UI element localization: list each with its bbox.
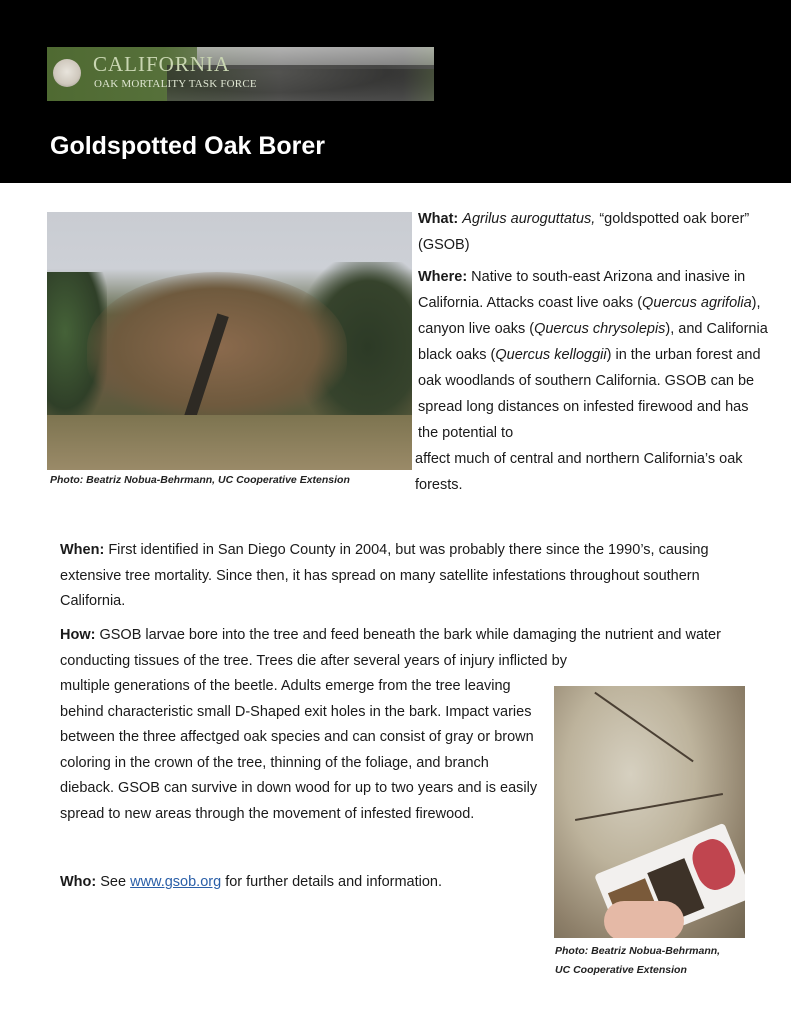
where-paragraph bbox=[415, 264, 768, 498]
who-post: for further details and information. bbox=[221, 874, 443, 890]
how-label: How: bbox=[60, 627, 96, 643]
what-paragraph bbox=[418, 206, 768, 258]
what-label: What: bbox=[418, 211, 459, 227]
where-label: Where: bbox=[418, 269, 468, 285]
photo2-caption-line1: Photo: Beatriz Nobua-Behrmann, bbox=[555, 945, 721, 957]
how-text-2: multiple generations of the beetle. Adults emerge from the tree leaving behind characteristic small D-Shaped exit holes in the bark. Impact varies between the three affectged oak species and can consist of gray or brown coloring in the crown of the tree, thinning of the foliage, and branch dieback. GSOB can survive in down wood for up to two years and is easily spread to new areas through the movement of infested firewood. bbox=[60, 678, 538, 822]
photo2-caption bbox=[555, 942, 720, 980]
who-label: Who: bbox=[60, 874, 97, 890]
species-kelloggii: Quercus kelloggii bbox=[495, 347, 607, 363]
photo2-caption-line2: UC Cooperative Extension bbox=[555, 964, 687, 976]
header bbox=[0, 0, 791, 183]
oak-seal-icon bbox=[53, 59, 81, 87]
page-title: Goldspotted Oak Borer bbox=[50, 132, 326, 160]
where-text-3: ), and California black oaks ( bbox=[418, 321, 768, 363]
how-text-1: GSOB larvae bore into the tree and feed beneath the bark while damaging the nutrient and water conducting tissues of the tree. Trees die after several years of injury inflicted by bbox=[60, 627, 721, 669]
when-text: First identified in San Diego County in 2004, but was probably there since the 1990’s, causing extensive tree mortality. Since then, it has spread on many satellite infestations throughout southern California. bbox=[60, 542, 709, 609]
who-paragraph bbox=[60, 870, 560, 896]
what-where-column bbox=[415, 206, 768, 504]
where-text-2: ), canyon live oaks ( bbox=[418, 295, 761, 337]
banner-line2: OAK MORTALITY TASK FORCE bbox=[94, 78, 257, 90]
when-paragraph bbox=[60, 538, 760, 615]
bark-crack bbox=[575, 793, 723, 821]
what-text: “goldspotted oak borer” (GSOB) bbox=[418, 211, 750, 253]
species-chrysolepis: Quercus chrysolepis bbox=[534, 321, 666, 337]
species-agrifolia: Quercus agrifolia bbox=[642, 295, 752, 311]
where-text-4: ) in the urban forest and oak woodlands of southern California. GSOB can be spread long distances on infested firewood and has the potential to bbox=[418, 347, 761, 441]
where-text-5: affect much of central and northern California’s oak forests. bbox=[415, 451, 743, 493]
banner-line1: CALIFORNIA bbox=[93, 52, 231, 76]
bark-exit-holes-photo bbox=[554, 686, 745, 938]
photo1-caption: Photo: Beatriz Nobua-Behrmann, UC Cooperative Extension bbox=[50, 474, 350, 486]
what-species: Agrilus auroguttatus, bbox=[462, 211, 596, 227]
task-force-banner-logo bbox=[47, 47, 434, 101]
photo-ground bbox=[47, 415, 412, 470]
who-pre: See bbox=[96, 874, 131, 890]
finger bbox=[604, 901, 684, 938]
bark-crack bbox=[594, 692, 693, 762]
oak-trees-photo bbox=[47, 212, 412, 470]
gsob-website-link[interactable]: www.gsob.org bbox=[130, 874, 222, 890]
when-label: When: bbox=[60, 542, 105, 558]
where-text-1: Native to south-east Arizona and inasive in California. Attacks coast live oaks ( bbox=[418, 269, 746, 311]
